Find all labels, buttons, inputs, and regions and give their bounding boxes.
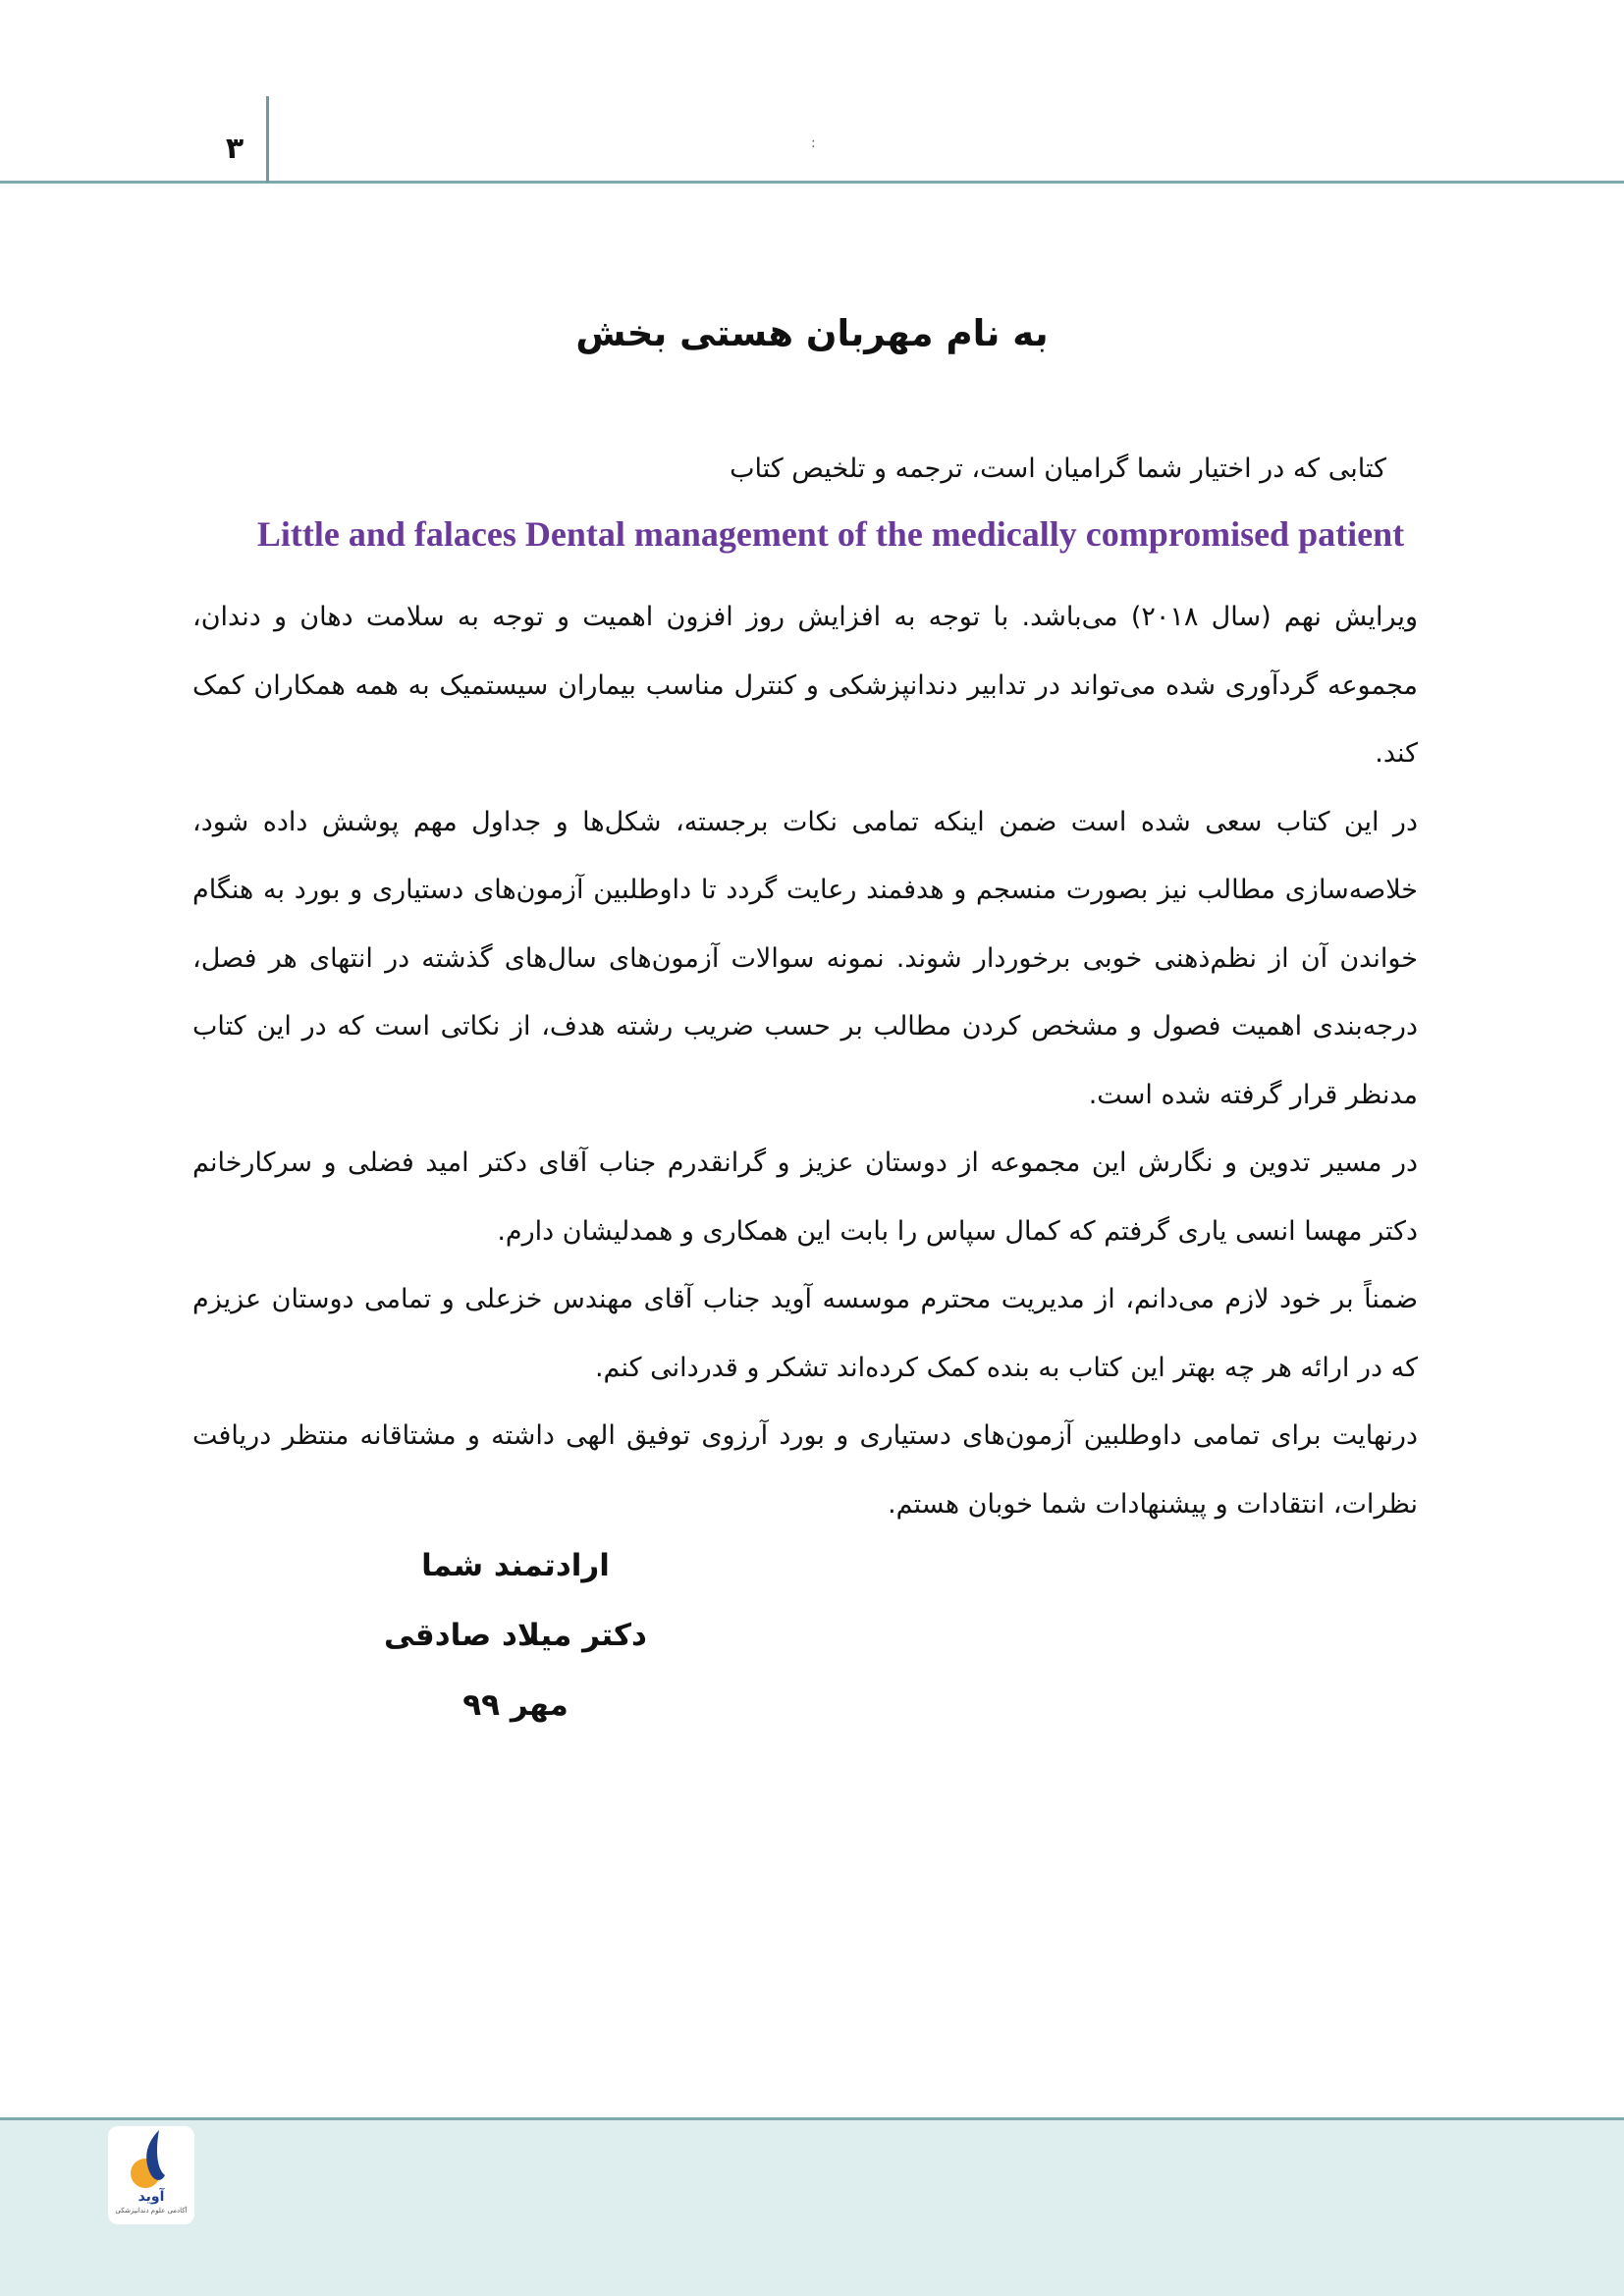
intro-line: کتابی که در اختیار شما گرامیان است، ترجمه و تلخیص کتاب bbox=[730, 454, 1386, 484]
paragraph-3: در مسیر تدوین و نگارش این مجموعه از دوستان عزیز و گرانقدرم جناب آقای دکتر امید فضلی و سرکارخانم دکتر مهسا انسی یاری گرفتم که کمال سپاس را بابت این همکاری و همدلیشان دارم. bbox=[192, 1148, 1418, 1247]
quill-icon bbox=[108, 2126, 194, 2191]
signature-block bbox=[319, 1531, 712, 1740]
signature-date: مهر ۹۹ bbox=[462, 1687, 568, 1723]
paragraph-4: ضمناً بر خود لازم می‌دانم، از مدیریت محترم موسسه آوید جناب آقای مهندس خزعلی و تمامی دوستان عزیزم که در ارائه هر چه بهتر این کتاب به بنده کمک کرده‌اند تشکر و قدردانی کنم. bbox=[192, 1284, 1418, 1383]
signature-name: دکتر میلاد صادقی bbox=[384, 1618, 647, 1653]
header-divider bbox=[266, 96, 269, 183]
footer-rule bbox=[0, 2117, 1624, 2120]
book-title: Little and falaces Dental management of the medically compromised patient bbox=[256, 514, 1405, 554]
header-rule bbox=[0, 181, 1624, 184]
body-text bbox=[192, 583, 1418, 1538]
header-mark: : bbox=[811, 135, 816, 151]
paragraph-1: ویرایش نهم (سال ۲۰۱۸) می‌باشد. با توجه به افزایش روز افزون اهمیت و توجه به سلامت دهان و دندان، مجموعه گردآوری شده می‌تواند در تدابیر دندانپزشکی و کنترل مناسب بیماران سیستمیک به همه همکاران کمک کند. bbox=[192, 602, 1419, 769]
logo-name: آوید bbox=[137, 2189, 165, 2205]
page-title: به نام مهربان هستی بخش bbox=[575, 312, 1049, 354]
page-number: ۳ bbox=[225, 132, 244, 166]
footer-band bbox=[0, 2117, 1624, 2296]
logo-tagline: آکادمی علوم دندانپزشکی bbox=[115, 2207, 188, 2215]
paragraph-2: در این کتاب سعی شده است ضمن اینکه تمامی نکات برجسته، شکل‌ها و جداول مهم پوشش داده شود، خلاصه‌سازی مطالب نیز بصورت منسجم و هدفمند رعایت گردد تا داوطلبین آزمون‌های دستیاری و بورد به هنگام خواندن آن از نظم‌ذهنی خوبی برخوردار شوند. نمونه سوالات آزمون‌های سال‌های گذشته در انتهای هر فصل، درجه‌بندی اهمیت فصول و مشخص کردن مطالب بر حسب ضریب رشته هدف، از نکاتی است که در این کتاب مدنظر قرار گرفته شده است. bbox=[192, 806, 1418, 1110]
paragraph-5: درنهایت برای تمامی داوطلبین آزمون‌های دستیاری و بورد آرزوی توفیق الهی داشته و مشتاقانه منتظر دریافت نظرات، انتقادات و پیشنهادات شما خوبان هستم. bbox=[192, 1420, 1418, 1520]
avid-logo bbox=[108, 2126, 194, 2224]
signature-closing: ارادتمند شما bbox=[421, 1548, 610, 1583]
